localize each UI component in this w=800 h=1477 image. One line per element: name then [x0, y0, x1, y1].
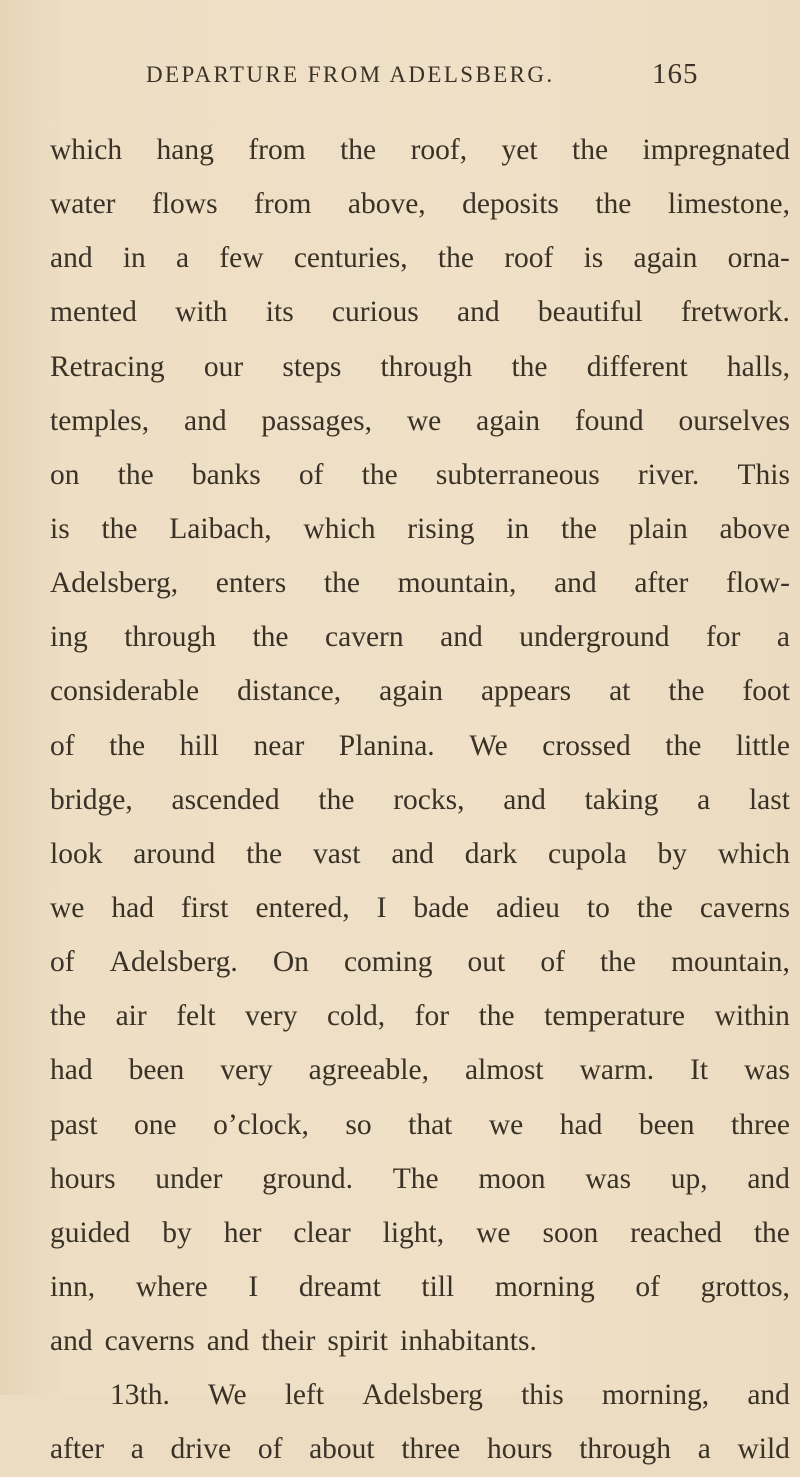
word: considerable [50, 675, 200, 708]
word: Planina. [338, 729, 435, 762]
word: last [748, 783, 790, 816]
text-line [50, 610, 790, 664]
word: spirit [327, 1325, 388, 1358]
word: different [586, 350, 688, 383]
word: Retracing [50, 350, 165, 383]
word: been [128, 1054, 185, 1087]
word: a [776, 621, 790, 654]
word: air [115, 1000, 147, 1033]
word: almost [464, 1054, 544, 1087]
word: and [50, 242, 93, 275]
word: the [511, 350, 548, 383]
word: through [380, 350, 473, 383]
word: adieu [496, 891, 560, 924]
word: is [583, 242, 604, 275]
word: the [361, 458, 398, 491]
word: we [50, 891, 85, 924]
word: deposits [462, 188, 559, 221]
word: cupola [548, 837, 627, 870]
word: ourselves [678, 404, 790, 437]
word: from [248, 134, 306, 166]
word: inn, [50, 1270, 96, 1303]
text-line [50, 231, 790, 285]
word: very [245, 1000, 298, 1033]
word: their [261, 1325, 316, 1358]
word: found [574, 404, 644, 437]
word: of [540, 946, 565, 979]
word: bade [413, 891, 470, 924]
word: at [609, 675, 631, 708]
word: morning [494, 1270, 595, 1303]
word: Adelsberg [362, 1379, 483, 1412]
word: morning, [601, 1379, 710, 1412]
word: grottos, [700, 1270, 790, 1303]
word: It [690, 1054, 709, 1087]
word: steps [282, 350, 342, 383]
word: we [476, 1216, 511, 1249]
word: through [124, 621, 216, 654]
word: the [572, 134, 609, 166]
word: the [636, 891, 673, 924]
word: where [135, 1270, 208, 1303]
word: look [50, 837, 103, 870]
text-line [50, 123, 790, 177]
word: been [638, 1108, 695, 1141]
word: the [437, 242, 474, 275]
word: The [392, 1162, 439, 1195]
word: coming [343, 946, 433, 979]
word: crossed [542, 729, 631, 762]
word: and [457, 296, 500, 329]
text-line [50, 719, 790, 773]
word: cold, [326, 1000, 386, 1033]
word: hang [156, 134, 214, 166]
word: taking [584, 783, 659, 816]
word: of [50, 946, 75, 979]
word: dark [464, 837, 518, 870]
word: bridge, [50, 783, 133, 816]
word: by [657, 837, 688, 870]
word: o’clock, [213, 1108, 309, 1141]
word: This [737, 458, 790, 491]
text-line [50, 556, 790, 610]
body-text [50, 123, 790, 1477]
text-line [50, 773, 790, 827]
word: the [599, 946, 637, 979]
word: its [265, 296, 294, 329]
word: the [246, 837, 283, 870]
text-line [50, 1043, 790, 1097]
word: within [714, 1000, 790, 1033]
word: of [257, 1433, 283, 1466]
word: of [298, 458, 324, 491]
word: and [747, 1162, 790, 1195]
word: a [130, 1433, 144, 1466]
word: first [180, 891, 229, 924]
text-line [50, 340, 790, 394]
text-line [50, 664, 790, 718]
word: on [50, 458, 80, 491]
word: after [634, 567, 689, 600]
word: limestone, [667, 188, 790, 221]
word: the [318, 783, 355, 816]
word: drive [170, 1433, 232, 1466]
word: for [414, 1000, 450, 1033]
word: had [50, 1054, 93, 1087]
word: agreeable, [308, 1054, 429, 1087]
word: mountain, [397, 567, 517, 600]
word: is [50, 512, 70, 545]
word: rocks, [393, 783, 465, 816]
word: three [731, 1108, 790, 1141]
word: and [554, 567, 597, 600]
word: was [585, 1162, 632, 1195]
word: passages, [261, 404, 373, 437]
word: cavern [325, 621, 404, 654]
word: and [50, 1325, 93, 1358]
word: the [101, 512, 138, 545]
text-line [50, 1152, 790, 1206]
word: the [478, 1000, 515, 1033]
word: had [111, 891, 154, 924]
word: the [340, 134, 377, 166]
word: in [506, 512, 530, 545]
word: a [697, 1433, 711, 1466]
word: Adelsberg. [109, 946, 238, 979]
word: mountain, [671, 946, 790, 979]
word: warm. [579, 1054, 655, 1087]
word: a [697, 783, 711, 816]
word: past [50, 1108, 98, 1141]
word: the [753, 1216, 790, 1249]
word: that [408, 1108, 453, 1141]
text-line [50, 394, 790, 448]
word: the [560, 512, 597, 545]
word: mented [50, 296, 137, 329]
word: near [253, 729, 305, 762]
text-line [50, 989, 790, 1043]
word: flows [152, 188, 218, 221]
word: with [175, 296, 228, 329]
word: above, [347, 188, 426, 221]
word: enters [215, 567, 287, 600]
word: the [50, 1000, 87, 1033]
word: about [309, 1433, 375, 1466]
word: inhabitants. [400, 1325, 537, 1358]
word: guided [50, 1216, 131, 1249]
word: river. [637, 458, 700, 491]
word: ascended [171, 783, 280, 816]
word: left [284, 1379, 325, 1412]
word: clear [293, 1216, 351, 1249]
word: appears [481, 675, 572, 708]
word: I [248, 1270, 259, 1303]
word: for [705, 621, 741, 654]
word: very [220, 1054, 273, 1087]
word: and [440, 621, 483, 654]
word: one [134, 1108, 177, 1141]
text-line [50, 1206, 790, 1260]
word: of [635, 1270, 660, 1303]
word: yet [501, 134, 538, 166]
word: the [117, 458, 154, 491]
text-line [50, 448, 790, 502]
word: and [183, 404, 227, 437]
word: foot [742, 675, 790, 708]
word: the [323, 567, 360, 600]
word: had [559, 1108, 603, 1141]
word: reached [630, 1216, 722, 1249]
word: which [717, 837, 790, 870]
word: beautiful [537, 296, 643, 329]
word: we [488, 1108, 524, 1141]
word: distance, [237, 675, 342, 708]
word: again [476, 404, 541, 437]
word: out [467, 946, 506, 979]
word: water [50, 188, 116, 221]
word: in [122, 242, 146, 275]
word: 13th. [110, 1379, 170, 1412]
word: underground [519, 621, 670, 654]
page-header [0, 58, 800, 102]
word: through [579, 1433, 671, 1466]
word: We [469, 729, 508, 762]
text-line [50, 285, 790, 339]
word: the [665, 729, 702, 762]
text-line [50, 1260, 790, 1314]
word: under [155, 1162, 223, 1195]
paragraph-end-line [50, 1314, 790, 1368]
word: the [668, 675, 705, 708]
word: ground. [262, 1162, 354, 1195]
word: We [207, 1379, 247, 1412]
word: which [303, 512, 376, 545]
word: wild [737, 1433, 790, 1466]
word: felt [176, 1000, 216, 1033]
word: which [50, 134, 123, 166]
text-line [50, 827, 790, 881]
text-line [50, 1422, 790, 1476]
word: after [50, 1433, 105, 1466]
paragraph-start-line [50, 1368, 790, 1422]
word: this [521, 1379, 564, 1412]
word: up, [670, 1162, 708, 1195]
word: hours [486, 1433, 553, 1466]
word: vast [312, 837, 361, 870]
word: soon [542, 1216, 599, 1249]
word: Laibach, [169, 512, 272, 545]
word: the [595, 188, 632, 221]
word: of [50, 729, 75, 762]
word: banks [191, 458, 261, 491]
word: her [223, 1216, 262, 1249]
word: On [272, 946, 309, 979]
word: entered, [255, 891, 350, 924]
text-line [50, 935, 790, 989]
word: Adelsberg, [50, 567, 179, 600]
word: and [391, 837, 434, 870]
word: little [735, 729, 790, 762]
word: and [503, 783, 546, 816]
word: our [203, 350, 244, 383]
word: again [379, 675, 443, 708]
word: so [345, 1108, 372, 1141]
running-title: DEPARTURE FROM ADELSBERG. [146, 62, 555, 87]
word: subterraneous [435, 458, 600, 491]
word: centuries, [293, 242, 408, 275]
word: halls, [726, 350, 790, 383]
text-line [50, 177, 790, 231]
word: curious [331, 296, 419, 329]
word: around [133, 837, 216, 870]
word: temples, [50, 404, 150, 437]
text-line [50, 502, 790, 556]
word: I [376, 891, 387, 924]
word: above [719, 512, 790, 545]
word: light, [382, 1216, 445, 1249]
text-line [50, 1098, 790, 1152]
word: by [162, 1216, 192, 1249]
word: plain [628, 512, 688, 545]
word: the [109, 729, 146, 762]
word: the [252, 621, 289, 654]
word: temperature [544, 1000, 686, 1033]
word: ing [50, 621, 88, 654]
word: from [254, 188, 312, 221]
word: and [206, 1325, 250, 1358]
word: impregnated [642, 134, 790, 166]
word: again [633, 242, 698, 275]
word: roof [504, 242, 554, 275]
word: fretwork. [680, 296, 790, 329]
word: to [586, 891, 610, 924]
page-number: 165 [652, 58, 699, 90]
word: a [176, 242, 190, 275]
word: hours [50, 1162, 116, 1195]
word: few [219, 242, 264, 275]
text-line [50, 881, 790, 935]
word: three [401, 1433, 461, 1466]
word: hill [179, 729, 219, 762]
word: flow- [726, 567, 790, 600]
word: and [747, 1379, 790, 1412]
word: caverns [104, 1325, 195, 1358]
word: dreamt [298, 1270, 381, 1303]
word: till [421, 1270, 455, 1303]
word: was [744, 1054, 790, 1087]
word: we [406, 404, 442, 437]
word: roof, [410, 134, 468, 166]
word: moon [478, 1162, 546, 1195]
word: rising [407, 512, 475, 545]
word: caverns [699, 891, 790, 924]
word: orna- [727, 242, 790, 275]
